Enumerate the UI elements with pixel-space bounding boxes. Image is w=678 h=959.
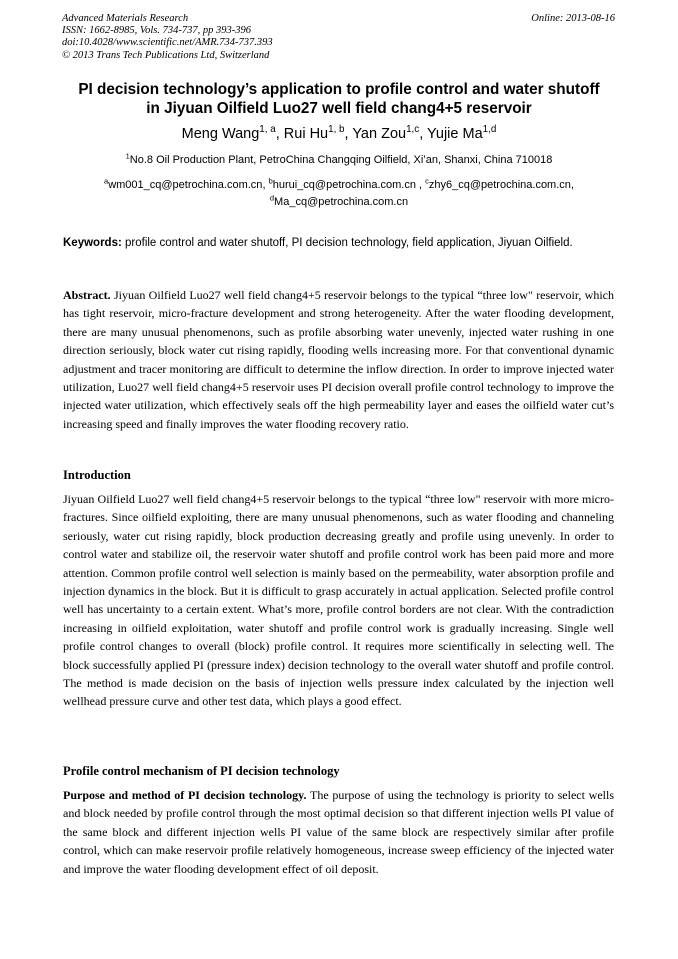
affiliation-text: No.8 Oil Production Plant, PetroChina Changqing Oilfield, Xi’an, Shanxi, China 710018 <box>129 154 553 166</box>
journal-name: Advanced Materials Research <box>62 13 189 24</box>
email-list: $^a$wm001_cq@petrochina.com.cn, $^b$hurui_cq@petrochina.com.cn , $^c$zhy6_cq@petrochina.com.cn, $^d$Ma_cq@petrochina.com.cn <box>104 176 574 208</box>
email-mark: a <box>104 176 109 186</box>
title-line-1: PI decision technology’s application to profile control and water shutoff <box>78 81 600 98</box>
author-affiliation-mark: 1, b <box>328 124 345 136</box>
affiliation <box>0 153 678 167</box>
email-link[interactable]: wm001_cq@petrochina.com.cn <box>108 179 263 191</box>
abstract <box>63 286 614 433</box>
journal-header <box>62 13 273 62</box>
keywords-label: Keywords: <box>63 237 122 249</box>
email-link[interactable]: hurui_cq@petrochina.com.cn <box>272 179 416 191</box>
email-mark: c <box>425 176 429 186</box>
email-link[interactable]: zhy6_cq@petrochina.com.cn <box>428 179 571 191</box>
email-mark: b <box>268 176 273 186</box>
email-link[interactable]: Ma_cq@petrochina.com.cn <box>274 196 409 208</box>
purpose-text: The purpose of using the technology is priority to select wells and block needed by profile control through the most optimal decision so that different injection wells PI value of the same block and different injection wells PI value of the same block are respectively similar after profile control, which can make reservoir profile relatively homogeneous, increase sweep efficiency of the injected water and improve the water flooding development effect of oil deposit. <box>63 788 615 876</box>
purpose-paragraph <box>63 786 614 878</box>
title-line-2: in Jiyuan Oilfield Luo27 well field chang4+5 reservoir <box>146 100 532 117</box>
author-affiliation-mark: 1,c <box>406 124 420 136</box>
keywords-text: profile control and water shutoff, PI decision technology, field application, Jiyuan Oilfield. <box>125 237 573 249</box>
author-list: Meng Wang$^{1, a}$, Rui Hu$^{1, b}$, Yan Zou$^{1,c}$, Yujie Ma$^{1,d}$ <box>181 124 497 142</box>
author-name: Rui Hu <box>283 126 329 142</box>
abstract-label: Abstract. <box>63 288 111 302</box>
purpose-label: Purpose and method of PI decision technology. <box>63 788 307 802</box>
section-heading-introduction: Introduction <box>63 468 131 482</box>
affiliation-mark: 1 <box>125 151 130 161</box>
online-date: Online: 2013-08-16 <box>531 13 615 24</box>
abstract-text: Jiyuan Oilfield Luo27 well field chang4+5 reservoir belongs to the typical “three low" reservoir, which has tight reservoir, micro-fracture development and strong heterogeneity. After the water flooding development, there are many unusual phenomenons, such as profile absorbing water unevenly, injected water rushing in one direction seriously, block water cut rising rapidly, flooding wells increasing more. For that conventional dynamic adjustment and tracer monitoring are difficult to determine the inflow direction. In order to improve injected water utilization, Luo27 well field chang4+5 reservoir uses PI decision overall profile control technology to improve the injected water utilization, which effectively seals off the high permeability layer and eases the oilfield water cut’s increasing speed and finally improves the water flooding recovery ratio. <box>63 288 615 431</box>
section-heading-mechanism: Profile control mechanism of PI decision technology <box>63 764 340 778</box>
doi-line[interactable]: doi:10.4028/www.scientific.net/AMR.734-737.393 <box>62 37 273 49</box>
keywords <box>63 235 614 252</box>
issn-line: ISSN: 1662-8985, Vols. 734-737, pp 393-396 <box>62 25 251 37</box>
paper-title <box>40 80 638 118</box>
author-affiliation-mark: 1,d <box>482 124 497 136</box>
copyright-line: © 2013 Trans Tech Publications Ltd, Switzerland <box>62 49 270 61</box>
introduction-paragraph: Jiyuan Oilfield Luo27 well field chang4+5 reservoir belongs to the typical “three low" reservoir with more micro-fractures. Since oilfield exploiting, there are many unusual phenomenons, such as water flooding and channeling seriously, water cut rising rapidly, block production decreasing greatly and profile using unevenly. In order to control water and stabilize oil, the reservoir water shutoff and profile control work has been paid more and more attention. Common profile control well selection is mainly based on the permeability, water absorption profile and injection dynamics in the block. But it is difficult to grasp accurately in actual application. Selected profile control well has uncertainty to a certain extent. What’s more, profile control borders are not clear. With the contradiction increasing in oilfield exploitation, water shutoff and profile control work is gradually increasing. Single well profile control changes to overall (block) profile control. It requires more scientifically in selecting well. The block successfully applied PI (pressure index) decision technology to the overall water shutoff and profile control. The method is made decision on the basis of injection wells pressure index calculated by the injection well wellhead pressure curve and other test data, which plays a good effect. <box>63 492 614 709</box>
email-mark: d <box>269 193 275 203</box>
author-name: Yujie Ma <box>427 126 483 142</box>
author-affiliation-mark: 1, a <box>259 124 276 136</box>
author-name: Yan Zou <box>352 126 407 142</box>
author-name: Meng Wang <box>181 126 260 142</box>
